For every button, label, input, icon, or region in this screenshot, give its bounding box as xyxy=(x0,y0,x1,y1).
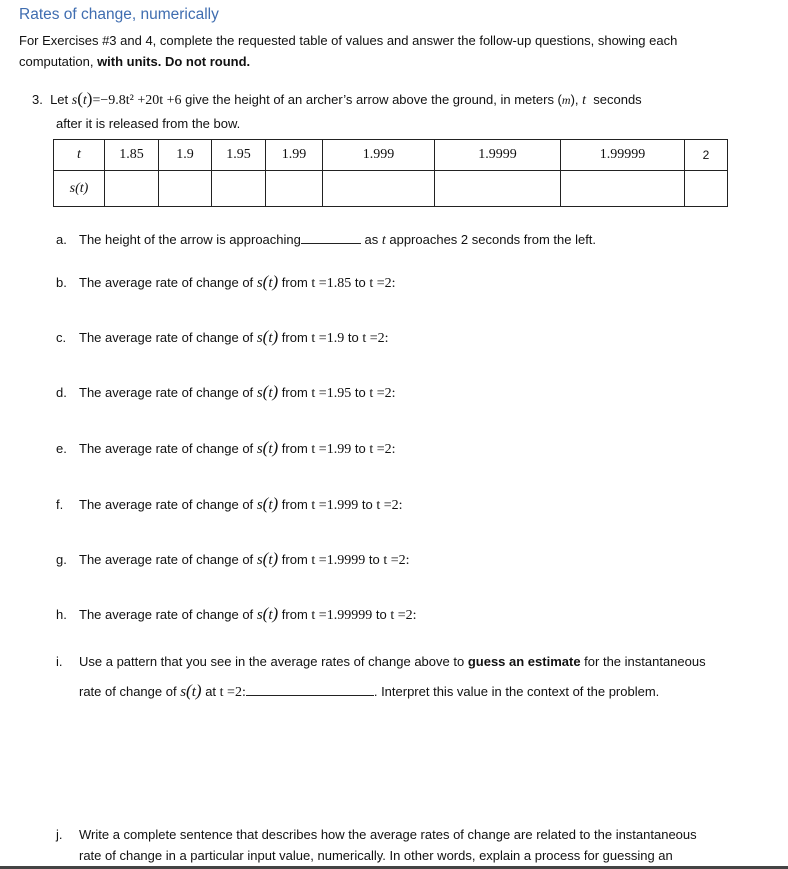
part-a xyxy=(56,232,596,249)
table-s-cell[interactable] xyxy=(561,171,685,207)
part-d-end: t =2: xyxy=(369,386,396,401)
exercise-instructions xyxy=(19,31,759,72)
question-3-statement xyxy=(32,89,642,109)
part-a-label: a. xyxy=(56,232,67,247)
part-b-end: t =2: xyxy=(369,276,396,291)
question-3-continued: after it is released from the bow. xyxy=(56,116,241,131)
part-b-to: to xyxy=(354,275,366,290)
unit-symbol: m xyxy=(561,93,571,107)
table-t-cell: 1.99 xyxy=(266,140,323,171)
part-d-to: to xyxy=(354,385,366,400)
part-f-label: f. xyxy=(56,497,64,512)
part-i-eq: t =2: xyxy=(219,685,246,700)
part-e-text: The average rate of change of xyxy=(79,441,254,456)
part-f-text: The average rate of change of xyxy=(79,497,254,512)
table-s-cell[interactable] xyxy=(435,171,561,207)
table-s-cell[interactable] xyxy=(159,171,212,207)
part-d xyxy=(56,382,396,402)
part-c-start: t =1.9 xyxy=(311,331,345,346)
part-c-from: from xyxy=(281,330,308,345)
part-b-func: s(t) xyxy=(256,272,279,291)
part-h xyxy=(56,604,417,624)
part-a-var: t xyxy=(381,233,386,248)
part-h-from: from xyxy=(281,607,308,622)
question-number: 3. xyxy=(32,92,43,107)
table-t-cell: 1.85 xyxy=(105,140,159,171)
question-let: Let xyxy=(50,92,69,107)
part-d-text: The average rate of change of xyxy=(79,385,254,400)
part-f-to: to xyxy=(361,497,373,512)
part-i-text1-post: for the instantaneous xyxy=(584,654,706,669)
part-j-text1: Write a complete sentence that describes how the average rates of change are related to the instantaneous xyxy=(79,827,697,842)
func-name: s xyxy=(71,93,78,108)
table-t-cell: 2 xyxy=(685,140,728,171)
part-f-func: s(t) xyxy=(256,494,279,513)
part-g-end: t =2: xyxy=(383,553,410,568)
part-f-end: t =2: xyxy=(376,498,403,513)
question-text3: seconds xyxy=(593,92,642,107)
part-j-line2: rate of change in a particular input value, numerically. In other words, explain a process for guessing an xyxy=(79,848,673,863)
part-f-start: t =1.999 xyxy=(311,498,359,513)
part-c-label: c. xyxy=(56,330,67,345)
part-e-from: from xyxy=(281,441,308,456)
part-d-func: s(t) xyxy=(256,382,279,401)
part-b-label: b. xyxy=(56,275,67,290)
table-row-t xyxy=(54,140,728,171)
part-c xyxy=(56,327,389,347)
table-s-cell[interactable] xyxy=(212,171,266,207)
part-e-label: e. xyxy=(56,441,67,456)
table-s-cell[interactable] xyxy=(266,171,323,207)
part-e-start: t =1.99 xyxy=(311,442,352,457)
time-variable: t xyxy=(582,93,587,108)
table-t-cell: 1.999 xyxy=(323,140,435,171)
part-i-bold: guess an estimate xyxy=(467,654,581,669)
instructions-units: with units. xyxy=(97,53,162,69)
table-s-cell[interactable] xyxy=(685,171,728,207)
part-g-text: The average rate of change of xyxy=(79,552,254,567)
part-c-func: s(t) xyxy=(256,327,279,346)
part-j-label: j. xyxy=(56,827,63,842)
part-f-from: from xyxy=(281,497,308,512)
part-h-label: h. xyxy=(56,607,67,622)
part-b-text: The average rate of change of xyxy=(79,275,254,290)
part-f xyxy=(56,494,403,514)
part-i-func: s(t) xyxy=(180,681,202,700)
section-heading: Rates of change, numerically xyxy=(19,6,219,23)
func-var: t xyxy=(82,93,87,108)
part-i-answer-blank[interactable] xyxy=(246,684,374,696)
func-expression: =−9.8t² +20t +6 xyxy=(92,93,182,108)
height-function: s(t)=−9.8t² +20t +6 xyxy=(71,89,182,108)
values-table xyxy=(53,139,728,207)
part-h-text: The average rate of change of xyxy=(79,607,254,622)
table-t-cell: 1.9999 xyxy=(435,140,561,171)
part-e-to: to xyxy=(354,441,366,456)
part-a-as: as xyxy=(364,232,379,247)
part-d-from: from xyxy=(281,385,308,400)
part-c-text: The average rate of change of xyxy=(79,330,254,345)
part-b xyxy=(56,272,396,292)
table-header-t: t xyxy=(54,140,105,171)
part-i-label: i. xyxy=(56,654,63,669)
part-g xyxy=(56,549,410,569)
part-i-text2: rate of change of xyxy=(79,684,177,699)
part-g-start: t =1.9999 xyxy=(311,553,366,568)
part-c-end: t =2: xyxy=(362,331,389,346)
part-h-end: t =2: xyxy=(390,608,417,623)
question-text2: ), xyxy=(570,92,579,107)
table-header-s: s(t) xyxy=(54,171,105,207)
table-s-cell[interactable] xyxy=(323,171,435,207)
part-g-label: g. xyxy=(56,552,67,567)
part-a-post: approaches 2 seconds from the left. xyxy=(389,232,597,247)
part-a-answer-blank[interactable] xyxy=(301,232,361,244)
part-h-start: t =1.99999 xyxy=(311,608,373,623)
part-e-func: s(t) xyxy=(256,438,279,457)
part-i-text2-post: . Interpret this value in the context of the problem. xyxy=(373,684,660,699)
part-d-label: d. xyxy=(56,385,67,400)
part-a-text: The height of the arrow is approaching xyxy=(79,232,301,247)
question-text1: give the height of an archer’s arrow above the ground, in meters ( xyxy=(185,92,562,107)
instructions-no-round: Do not round. xyxy=(164,53,251,69)
part-i-line1 xyxy=(56,654,706,669)
part-g-to: to xyxy=(368,552,380,567)
table-row-s xyxy=(54,171,728,207)
table-s-cell[interactable] xyxy=(105,171,159,207)
part-e-end: t =2: xyxy=(369,442,396,457)
part-j-line1 xyxy=(56,827,697,842)
part-i-text1: Use a pattern that you see in the average rates of change above to xyxy=(79,654,465,669)
instructions-line2-start: computation, xyxy=(19,53,94,69)
part-g-func: s(t) xyxy=(256,549,279,568)
table-t-cell: 1.9 xyxy=(159,140,212,171)
table-t-cell: 1.95 xyxy=(212,140,266,171)
part-c-to: to xyxy=(347,330,359,345)
instructions-line1: For Exercises #3 and 4, complete the requested table of values and answer the follow-up questions, showing each xyxy=(19,33,678,48)
part-g-from: from xyxy=(281,552,308,567)
part-h-func: s(t) xyxy=(256,604,279,623)
part-i-at: at xyxy=(205,684,217,699)
part-d-start: t =1.95 xyxy=(311,386,352,401)
part-h-to: to xyxy=(375,607,387,622)
part-e xyxy=(56,438,396,458)
part-i-line2 xyxy=(79,681,659,701)
table-t-cell: 1.99999 xyxy=(561,140,685,171)
part-b-start: t =1.85 xyxy=(311,276,352,291)
part-b-from: from xyxy=(281,275,308,290)
